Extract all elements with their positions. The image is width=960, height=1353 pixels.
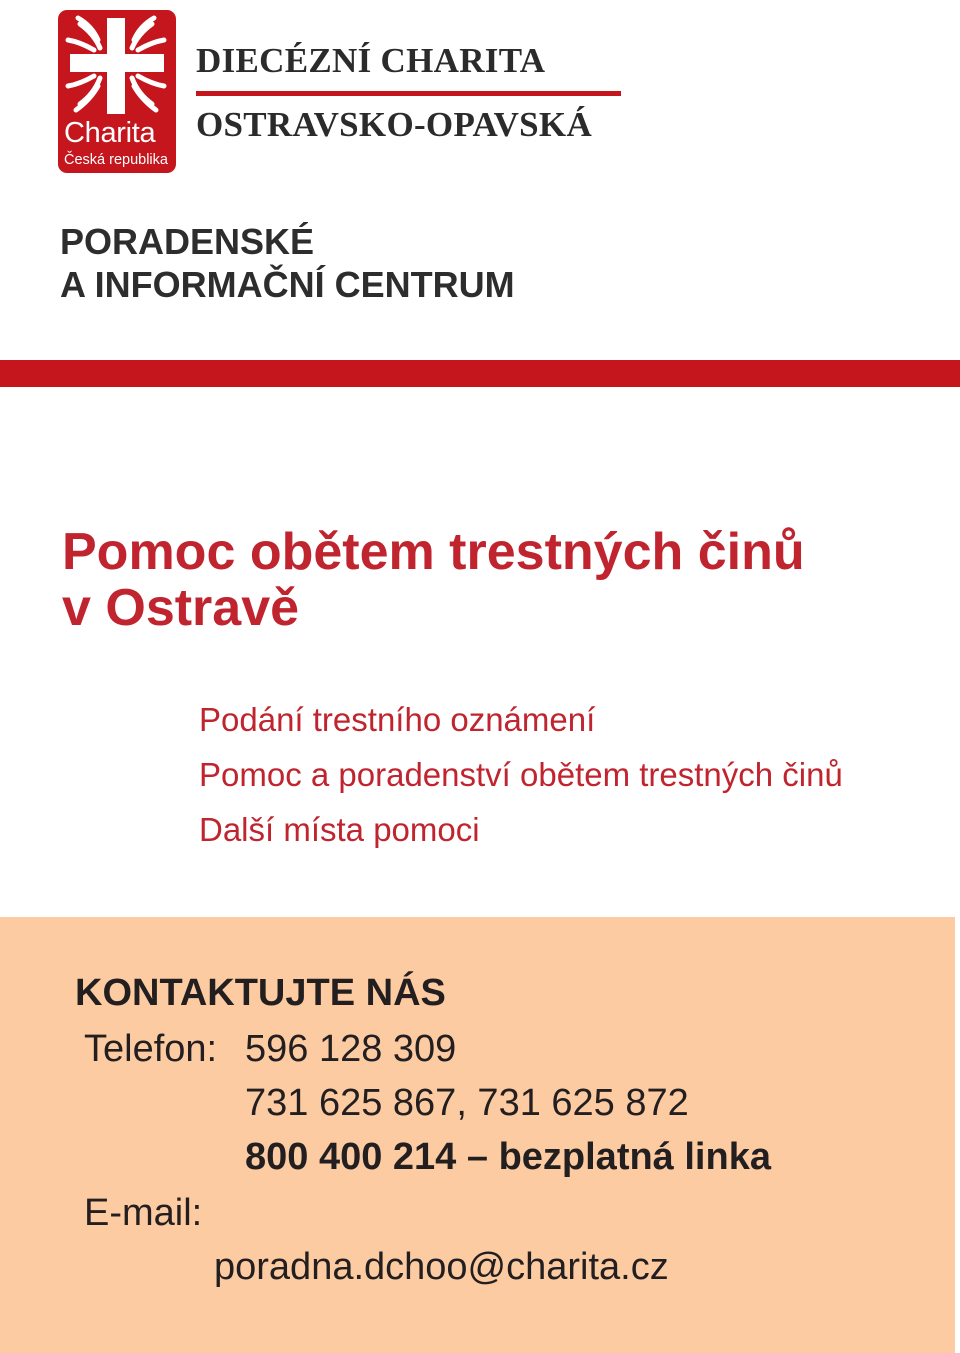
headline-line2: v Ostravě — [62, 579, 300, 637]
centre-title-line1: PORADENSKÉ — [60, 221, 315, 262]
phone-label: Telefon: — [84, 1028, 218, 1070]
page-headline — [62, 524, 805, 636]
centre-title-line2: A INFORMAČNÍ CENTRUM — [60, 264, 515, 305]
phone-number-2: 731 625 867, 731 625 872 — [245, 1082, 689, 1124]
headline-line1: Pomoc obětem trestných činů — [62, 523, 805, 581]
centre-title — [60, 220, 515, 306]
email-address: poradna.dchoo@charita.cz — [214, 1246, 669, 1288]
topic-item: Pomoc a poradenství obětem trestných činů — [199, 756, 843, 793]
organization-name-line1: DIECÉZNÍ CHARITA — [196, 41, 546, 80]
topic-list — [199, 692, 843, 857]
organization-divider — [196, 91, 621, 96]
charita-logo — [58, 10, 176, 173]
organization-name-line2: OSTRAVSKO-OPAVSKÁ — [196, 105, 593, 144]
email-label: E-mail: — [84, 1192, 203, 1234]
contact-panel — [0, 917, 955, 1353]
hotline-number: 800 400 214 – bezplatná linka — [245, 1136, 771, 1178]
contact-title: KONTAKTUJTE NÁS — [75, 972, 446, 1014]
red-band-divider — [0, 360, 960, 387]
phone-number-1: 596 128 309 — [245, 1028, 457, 1070]
logo-name: Charita — [64, 117, 156, 149]
topic-item: Další místa pomoci — [199, 811, 480, 848]
logo-subtitle: Česká republika — [64, 152, 168, 168]
cross-rays-icon — [58, 10, 176, 120]
topic-item: Podání trestního oznámení — [199, 701, 596, 738]
